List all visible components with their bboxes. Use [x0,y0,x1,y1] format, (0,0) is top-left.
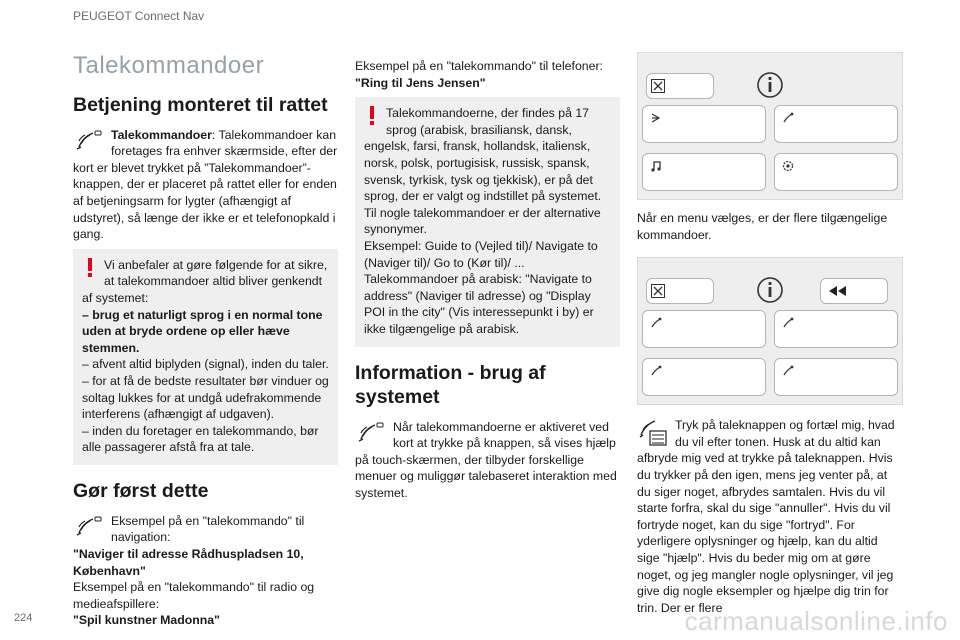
screen-caption: Når en menu vælges, er der flere tilgængelige kommandoer. [637,211,888,242]
settings-menu-button[interactable] [774,153,898,191]
voice-command-icon [73,127,107,153]
help-text: Tryk på taleknappen og fortæl mig, hvad du vil efter tonen. Husk at du altid kan afbryde mig ved at trykke på taleknappen. Hvis du trykker på den igen, mens jeg venter på, at du siger noget, afbrydes samtalen. Hvis du vil starte forfra, skal du sige "annuller". Hvis du vil fortryde noget, kan du sige "fortryd". For yderligere oplysninger og hjælp, kan du altid sige "hjælp". Hvis du beder mig om at gøre noget, og jeg mangler nogle oplysninger, vil jeg give dig nogle eksempler og hjælpe dig trin for trin. Der er flere [637,418,895,615]
notice-item-2: – afvent altid biplyden (signal), inden du taler. [82,357,329,372]
example-phone-command: "Ring til Jens Jensen" [355,75,486,90]
voice-command-icon [355,419,389,445]
notice-box-tips [73,249,338,465]
colon: : [211,127,216,142]
voice-keypad-icon [637,417,671,443]
help-paragraph [637,417,902,616]
voice-command-label: Talekommandoer [111,127,212,142]
arabic-text: Talekommandoer på arabisk: "Navigate to address" (Naviger til adresse) og "Display POI in the city" (Vis interessepunkt i by) er ikke tilgængelige på arabisk. [364,272,594,336]
close-x-icon [651,284,665,298]
phone-icon [649,364,663,378]
notice-item-4: – inden du foretager en talekommando, bør alle passagerer afstå fra at tale. [82,423,319,455]
phone-icon [781,316,795,330]
phone-icon [781,111,795,125]
example-radio-intro: Eksempel på en "talekommando" til radio og medieafspillere: [73,580,315,611]
notice-intro: Vi anbefaler at gøre følgende for at sikre, at talekommandoer altid bliver genkendt af systemet: [82,257,328,305]
warning-exclamation-icon [82,257,100,281]
column-2 [355,58,620,507]
screen-illustration-main-menu [637,52,903,200]
phone-icon [781,364,795,378]
notice-item-3: – for at få de bedste resultater bør vinduer og soltag lukkes for at undgå udefrakommende interferens (afhængigt af udgaven). [82,373,329,422]
example-navigation-command: "Naviger til adresse Rådhuspladsen 10, København" [73,547,304,578]
media-menu-button[interactable] [642,153,766,191]
back-button[interactable] [820,278,888,304]
column-1 [73,52,338,635]
notice-item-1: – brug et naturligt sprog i en normal tone uden at bryde ordene op eller hæve stemmen. [82,307,323,355]
column-3 [637,52,902,622]
navigation-arrow-icon [649,111,663,125]
music-note-icon [649,159,663,173]
submenu-button-4[interactable] [774,358,898,396]
example-phone-intro: Eksempel på en "talekommando" til telefoner: [355,59,603,73]
watermark: carmanualsonline.info [684,606,948,636]
info-text: Når talekommandoerne er aktiveret ved kort at trykke på knappen, så vises hjælp på touch-skærmen, der tilbyder forskellige menuer og muliggør talebaseret interaktion med systemet. [355,419,617,500]
page-number: 224 [14,612,33,624]
page-header: PEUGEOT Connect Nav [73,9,205,23]
phone-icon [649,316,663,330]
voice-command-paragraph [73,127,338,243]
languages-text: Talekommandoerne, der findes på 17 sprog (arabisk, brasiliansk, dansk, engelsk, farsi, fransk, hollandsk, italiensk, norsk, polsk, portugisisk, russisk, spansk, svensk, tyrkisk, tysk og tjekkisk), er på det sprog, der er valgt og indstillet på systemet. [364,106,602,204]
close-x-icon [651,79,665,93]
settings-gear-icon [781,159,795,173]
close-button[interactable] [646,73,714,99]
voice-command-icon [73,513,107,539]
example-navigation-paragraph [73,513,338,629]
back-rewind-icon [825,284,849,298]
synonyms-example: Eksempel: Guide to (Vejled til)/ Navigate to (Naviger til)/ Go to (Kør til)/ ... [364,238,598,270]
submenu-button-2[interactable] [774,310,898,348]
example-radio-command: "Spil kunstner Madonna" [73,613,220,628]
section-heading-first: Gør først dette [73,479,209,502]
info-paragraph [355,419,620,502]
info-icon[interactable] [756,71,784,104]
warning-exclamation-icon [364,105,382,129]
example-navigation-intro: Eksempel på en "talekommando" til navigation: [111,513,305,545]
close-button[interactable] [646,278,714,304]
section-heading-steering: Betjening monteret til rattet [73,93,328,116]
submenu-button-3[interactable] [642,358,766,396]
phone-menu-button[interactable] [774,105,898,143]
screen-illustration-submenu [637,257,903,405]
page-title: Talekommandoer [73,52,265,79]
navigation-menu-button[interactable] [642,105,766,143]
submenu-button-1[interactable] [642,310,766,348]
info-icon[interactable] [756,276,784,309]
voice-command-text: Talekommandoer kan foretages fra enhver skærmside, efter der kort er blevet trykket på ”Talekommandoer”-knappen, der er placeret på rattet eller for enden af betjeningsarm for lygter (afhængigt af udstyret), så længe der ikke er et telefonopkald i gang. [73,127,338,242]
section-heading-information: Information - brug af systemet [355,361,546,408]
notice-box-languages [355,97,620,346]
synonyms-text: Til nogle talekommandoer er der alternative synonymer. [364,205,601,237]
example-phone-paragraph [355,58,620,91]
